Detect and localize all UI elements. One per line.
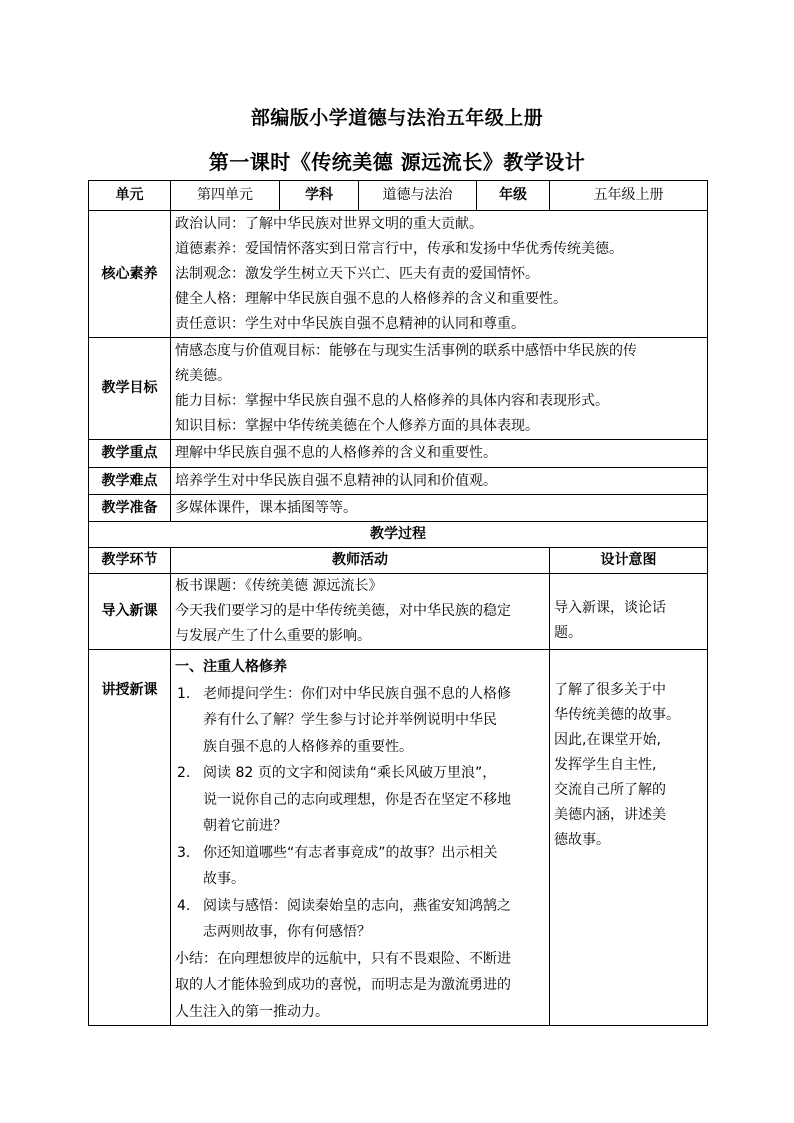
step-line: 老师提问学生：你们对中华民族自强不息的人格修	[203, 685, 511, 702]
teaching-goals-row	[89, 338, 708, 440]
summary-line: 取的人才能体验到成功的喜悦，而明志是为激流勇进的	[175, 977, 511, 993]
step-number: 4.	[177, 897, 191, 914]
lecture-step	[175, 893, 545, 946]
step-line: 朝着它前进？	[203, 818, 287, 834]
step-number: 1.	[177, 685, 191, 702]
goal-line: 情感态度与价值观目标：能够在与现实生活事例的联系中感悟中华民族的传	[175, 342, 637, 359]
document-title: 部编版小学道德与法治五年级上册	[250, 107, 544, 129]
core-literacy-row	[89, 211, 708, 338]
intro-line: 板书课题：《传统美德 源远流长》	[175, 578, 383, 594]
step-number: 3.	[177, 844, 191, 861]
process-header-row	[89, 548, 708, 574]
grade-label: 年级	[477, 181, 550, 211]
goal-line: 能力目标：掌握中华民族自强不息的人格修养的具体内容和表现形式。	[175, 392, 609, 409]
intro-line: 今天我们要学习的是中华传统美德，对中华民族的稳定	[175, 603, 511, 619]
goal-line: 知识目标：掌握中华传统美德在个人修养方面的具体表现。	[175, 417, 539, 434]
intro-line: 与发展产生了什么重要的影响。	[175, 628, 371, 644]
intro-stage: 导入新课	[89, 574, 171, 650]
lecture-steps	[175, 681, 545, 946]
summary-line: 人生注入的第一推动力。	[175, 1003, 329, 1020]
step-line: 说一说你自己的志向或理想，你是否在坚定不移地	[203, 791, 511, 808]
subject-value: 道德与法治	[359, 181, 477, 211]
core-literacy-line: 责任意识：学生对中华民族自强不息精神的认同和尊重。	[175, 315, 525, 332]
lecture-step	[175, 681, 545, 761]
lecture-activity	[171, 650, 550, 1026]
unit-value: 第四单元	[171, 181, 280, 211]
lecture-intent-line: 发挥学生自主性,	[554, 757, 657, 773]
summary-line: 小结：在向理想彼岸的远航中，只有不畏艰险、不断进	[175, 950, 511, 967]
step-line: 故事。	[203, 871, 245, 887]
step-line: 志两则故事，你有何感悟？	[203, 924, 371, 940]
difficulty-row	[89, 468, 708, 495]
difficulty-label: 教学难点	[89, 468, 171, 495]
key-point-row	[89, 440, 708, 468]
difficulty-text: 培养学生对中华民族自强不息精神的认同和价值观。	[171, 468, 708, 495]
info-row	[89, 181, 708, 211]
core-literacy-line: 道德素养：爱国情怀落实到日常言行中，传承和发扬中华优秀传统美德。	[175, 240, 623, 257]
lecture-intent-line: 了解了很多关于中	[554, 682, 666, 698]
step-line: 你还知道哪些“有志者事竟成”的故事？出示相关	[203, 844, 498, 861]
lecture-intent-line: 交流自己所了解的	[554, 782, 666, 798]
preparation-row	[89, 495, 708, 522]
lecture-intent	[550, 650, 708, 1026]
preparation-label: 教学准备	[89, 495, 171, 522]
teaching-goals-label: 教学目标	[89, 338, 171, 440]
lecture-row	[89, 650, 708, 1026]
lecture-step	[175, 840, 545, 893]
intro-row	[89, 574, 708, 650]
document-subtitle: 第一课时《传统美德 源远流长》教学设计	[208, 150, 586, 174]
process-title-row	[89, 522, 708, 548]
lecture-intent-line: 德故事。	[554, 832, 610, 848]
intro-intent-line: 题。	[554, 625, 582, 641]
intro-intent-line: 导入新课，谈论话	[554, 600, 666, 616]
step-line: 养有什么了解？学生参与讨论并举例说明中华民	[203, 712, 497, 728]
core-literacy-label: 核心素养	[89, 211, 171, 338]
col-header-intent: 设计意图	[550, 548, 708, 574]
core-literacy-line: 健全人格：理解中华民族自强不息的人格修养的含义和重要性。	[175, 290, 567, 307]
col-header-activity: 教师活动	[171, 548, 550, 574]
intro-activity	[171, 574, 550, 650]
lecture-intent-line: 美德内涵，讲述美	[554, 807, 666, 823]
key-point-label: 教学重点	[89, 440, 171, 468]
lecture-intent-line: 华传统美德的故事。	[554, 707, 680, 723]
core-literacy-line: 法制观念：激发学生树立天下兴亡、匹夫有责的爱国情怀。	[175, 265, 539, 282]
step-line: 阅读与感悟：阅读秦始皇的志向，燕雀安知鸿鹄之	[203, 897, 511, 914]
subject-label: 学科	[280, 181, 359, 211]
step-number: 2.	[177, 765, 191, 781]
intro-intent	[550, 574, 708, 650]
lesson-plan-table	[88, 180, 708, 1026]
key-point-text: 理解中华民族自强不息的人格修养的含义和重要性。	[171, 440, 708, 468]
goal-line: 统美德。	[175, 367, 231, 384]
lecture-intent-line: 因此,在课堂开始,	[554, 732, 661, 748]
grade-value: 五年级上册	[550, 181, 708, 211]
process-title: 教学过程	[89, 522, 708, 548]
core-literacy-line: 政治认同：了解中华民族对世界文明的重大贡献。	[175, 215, 483, 232]
step-line: 族自强不息的人格修养的重要性。	[203, 738, 413, 755]
step-line: 阅读 82 页的文字和阅读角“乘长风破万里浪”，	[203, 765, 497, 781]
lecture-section-title: 一、注重人格修养	[175, 659, 287, 675]
lecture-step	[175, 760, 545, 840]
col-header-stage: 教学环节	[89, 548, 171, 574]
teaching-goals-content	[171, 338, 708, 440]
unit-label: 单元	[89, 181, 171, 211]
core-literacy-content	[171, 211, 708, 338]
preparation-text: 多媒体课件，课本插图等等。	[171, 495, 708, 522]
lecture-stage: 讲授新课	[89, 650, 171, 1026]
